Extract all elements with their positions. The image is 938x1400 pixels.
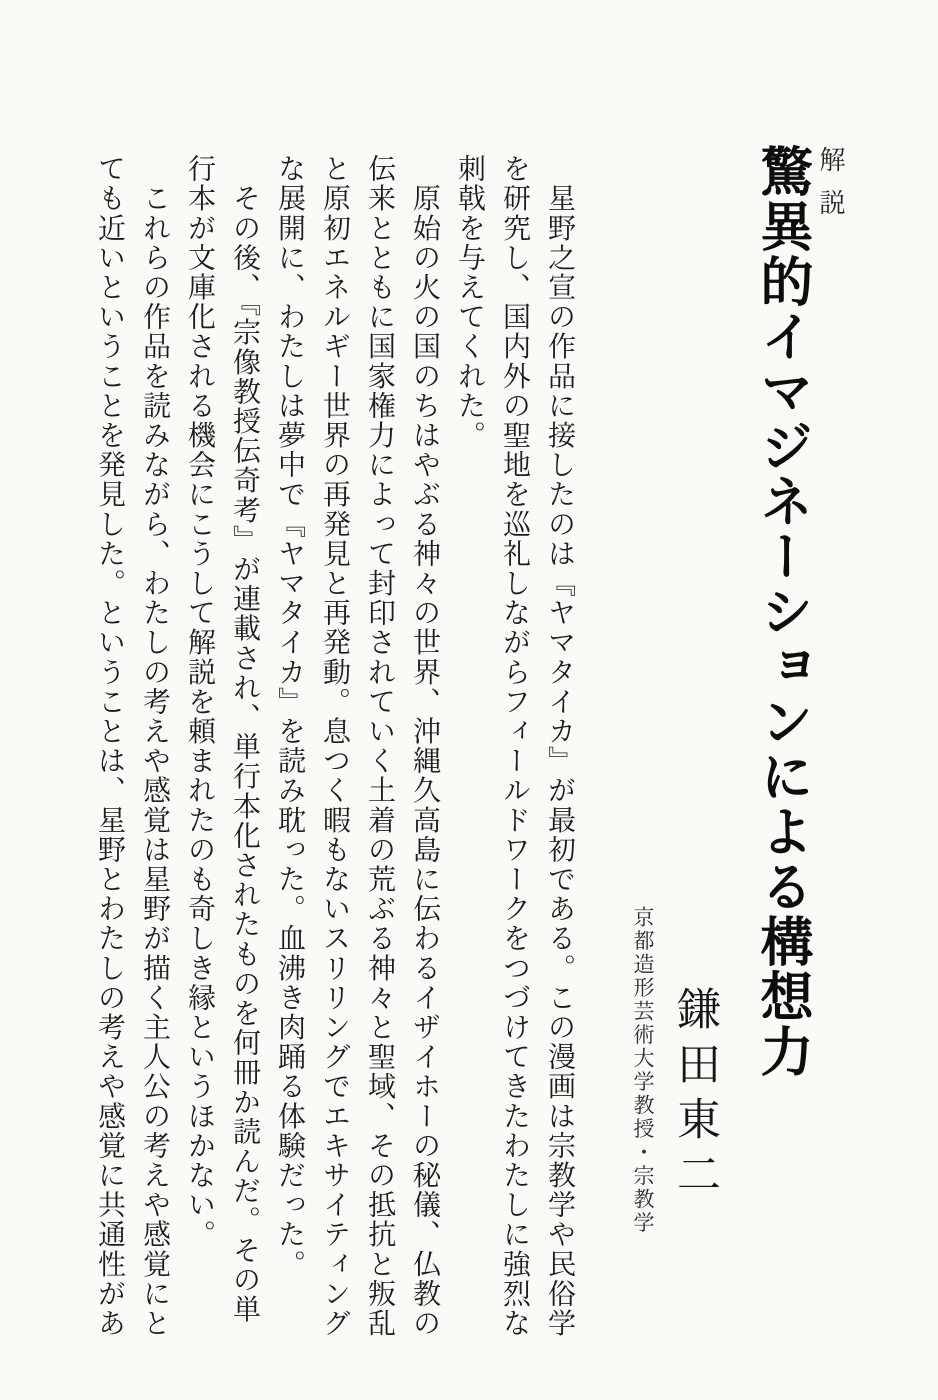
text-column: を研究し、国内外の聖地を巡礼しながらフィールドワークをつづけてきたわたしに強烈な [499, 154, 530, 1338]
text-column: ても近いということを発見した。ということは、星野とわたしの考えや感覚に共通性があ [94, 154, 125, 1338]
text-column: と原初エネルギー世界の再発見と再発動。息つく暇もないスリリングでエキサイティング [319, 154, 350, 1338]
text-column: 伝来とともに国家権力によって封印されていく土着の荒ぶる神々と聖域、その抵抗と叛乱 [364, 154, 395, 1338]
section-label: 解説 [816, 146, 845, 232]
text-column: 刺戟を与えてくれた。 [454, 154, 485, 450]
body-text [87, 154, 582, 1354]
text-column: その後、『宗像教授伝奇考』が連載され、単行本化されたものを何冊か読んだ。その単 [229, 154, 260, 1324]
text-column: 原始の火の国のちはやぶる神々の世界、沖縄久高島に伝わるイザイホーの秘儀、仏教の [409, 154, 440, 1338]
text-column: 行本が文庫化される機会にこうして解説を頼まれたのも奇しき縁というほかない。 [184, 154, 215, 1250]
text-column: 星野之宣の作品に接したのは『ヤマタイカ』が最初である。この漫画は宗教学や民俗学 [544, 154, 575, 1338]
text-column: な展開に、わたしは夢中で『ヤマタイカ』を読み耽った。血沸き肉踊る体験だった。 [274, 154, 305, 1279]
author-affiliation: 京都造形芸術大学教授・宗教学 [631, 906, 655, 1235]
text-column: これらの作品を読みながら、わたしの考えや感覚は星野が描く主人公の考えや感覚にと [139, 154, 170, 1338]
author-name: 鎌田東二 [670, 986, 719, 1206]
page-title: 驚異的イマジネーションによる構想力 [753, 144, 811, 1079]
